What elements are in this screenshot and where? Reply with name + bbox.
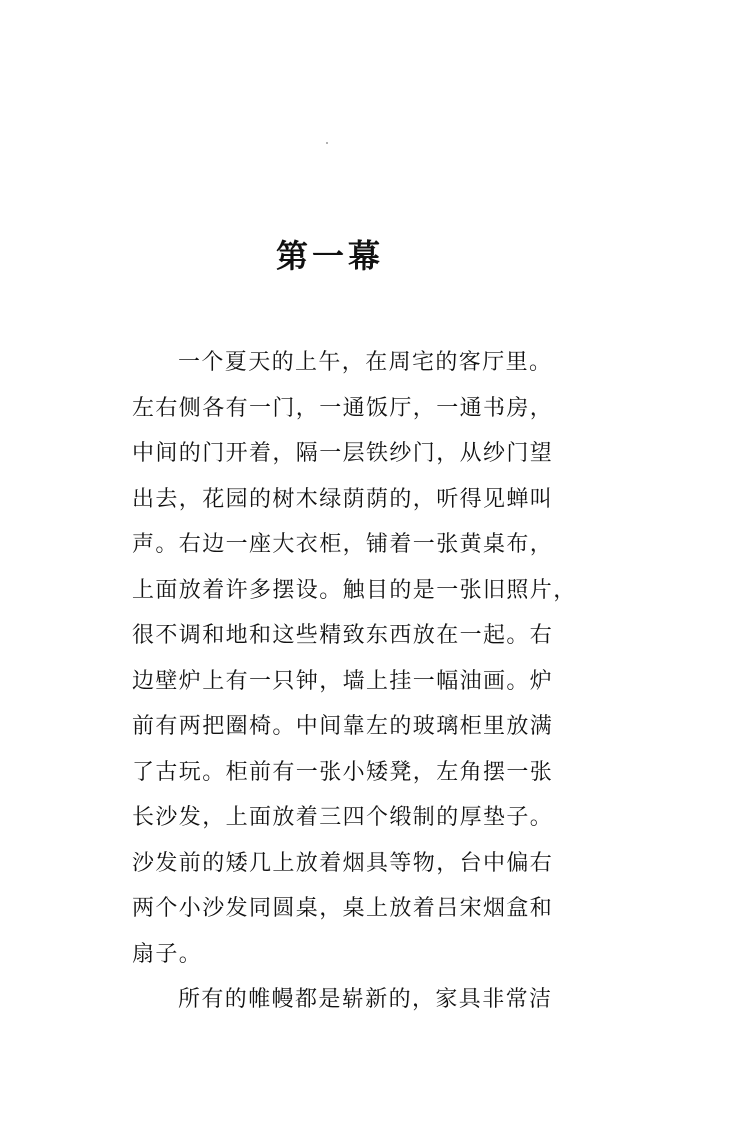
- text-line: 左右侧各有一门，一通饭厅，一通书房，: [132, 395, 554, 421]
- stage-directions: [132, 340, 584, 1023]
- text-line: 上面放着许多摆设。触目的是一张旧照片，: [132, 577, 577, 603]
- text-line: 出去，花园的树木绿荫荫的，听得见蝉叫: [132, 486, 554, 512]
- text-line: 前有两把圈椅。中间靠左的玻璃柜里放满: [132, 714, 554, 739]
- print-speck: [326, 142, 328, 144]
- text-line: 中间的门开着，隔一层铁纱门，从纱门望: [132, 441, 554, 466]
- text-line: 声。右边一座大衣柜，铺着一张黄桌布，: [132, 532, 554, 557]
- act-title: [0, 236, 660, 276]
- text-line: 了古玩。柜前有一张小矮凳，左角摆一张: [132, 759, 554, 785]
- text-line: 沙发前的矮几上放着烟具等物，台中偏右: [132, 850, 554, 876]
- text-line: 扇子。: [132, 941, 203, 967]
- text-line: 两个小沙发同圆桌，桌上放着吕宋烟盒和: [132, 896, 554, 921]
- text-line: 边壁炉上有一只钟，墙上挂一幅油画。炉: [132, 668, 554, 694]
- text-line: 所有的帷幔都是崭新的，家具非常洁: [178, 987, 553, 1012]
- text-line: 长沙发，上面放着三四个缎制的厚垫子。: [132, 805, 554, 830]
- act-title-text: 第一幕: [275, 237, 384, 275]
- text-line: 很不调和地和这些精致东西放在一起。右: [132, 623, 554, 648]
- text-line: 一个夏天的上午，在周宅的客厅里。: [178, 350, 553, 375]
